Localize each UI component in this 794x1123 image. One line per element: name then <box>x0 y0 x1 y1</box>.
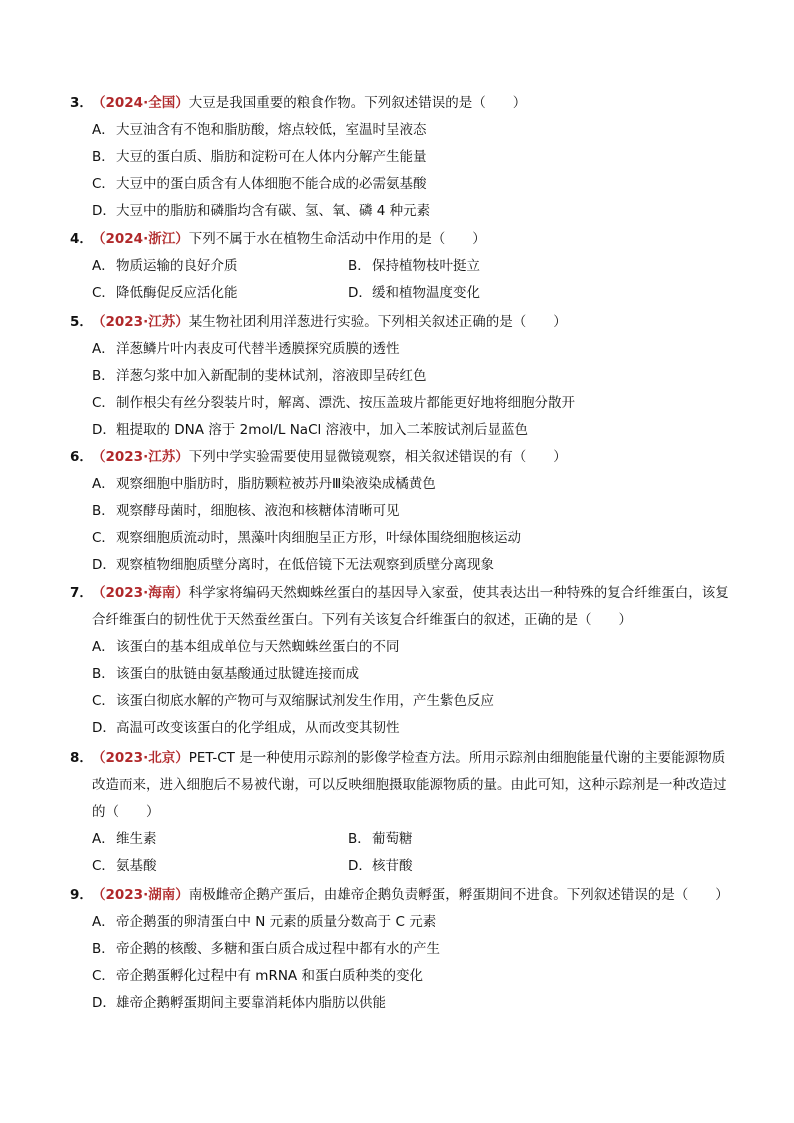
option-text: 大豆油含有不饱和脂肪酸，熔点较低，室温时呈液态 <box>116 122 427 138</box>
question-text: 下列中学实验需要使用显微镜观察，相关叙述错误的有（ ） <box>188 449 567 465</box>
question-number: 5． <box>70 314 93 330</box>
options-list <box>92 634 732 742</box>
option-a <box>92 253 348 280</box>
option-text: 维生素 <box>116 831 157 847</box>
option-letter: A． <box>92 831 115 847</box>
option-b <box>92 144 732 171</box>
option-text: 帝企鹅蛋孵化过程中有 mRNA 和蛋白质种类的变化 <box>116 968 423 984</box>
option-text: 该蛋白的肽链由氨基酸通过肽键连接而成 <box>116 666 359 682</box>
option-letter: A． <box>92 258 115 274</box>
option-text: 高温可改变该蛋白的化学组成，从而改变其韧性 <box>116 720 400 736</box>
option-letter: C． <box>92 968 115 984</box>
option-a <box>92 634 732 661</box>
option-d <box>92 990 732 1017</box>
option-letter: A． <box>92 341 115 357</box>
option-d <box>348 853 604 880</box>
option-b <box>348 253 604 280</box>
option-text: 降低酶促反应活化能 <box>116 285 238 301</box>
source-tag: （2023·北京） <box>92 750 189 766</box>
option-text: 该蛋白的基本组成单位与天然蜘蛛丝蛋白的不同 <box>116 639 400 655</box>
option-letter: B． <box>92 503 115 519</box>
question-number: 6． <box>70 449 93 465</box>
question-number: 9． <box>70 887 93 903</box>
options-list <box>92 336 732 444</box>
option-b <box>92 661 732 688</box>
option-a <box>92 471 732 498</box>
option-letter: D． <box>348 858 372 874</box>
option-text: 观察细胞中脂肪时，脂肪颗粒被苏丹Ⅲ染液染成橘黄色 <box>116 476 436 492</box>
option-text: 大豆中的脂肪和磷脂均含有碳、氢、氧、磷 4 种元素 <box>116 203 431 219</box>
options-list <box>92 471 732 579</box>
option-letter: D． <box>92 203 116 219</box>
option-b <box>348 826 604 853</box>
question-5 <box>0 309 794 444</box>
option-a <box>92 909 732 936</box>
question-number: 4． <box>70 231 93 247</box>
option-c <box>92 688 732 715</box>
question-stem <box>70 90 730 117</box>
option-letter: A． <box>92 639 115 655</box>
option-c <box>92 963 732 990</box>
option-b <box>92 363 732 390</box>
option-letter: B． <box>92 149 115 165</box>
question-stem <box>70 745 730 826</box>
option-text: 物质运输的良好介质 <box>116 258 238 274</box>
question-8 <box>0 745 794 880</box>
option-text: 观察植物细胞质壁分离时，在低倍镜下无法观察到质壁分离现象 <box>116 557 494 573</box>
option-text: 洋葱匀浆中加入新配制的斐林试剂，溶液即呈砖红色 <box>116 368 427 384</box>
option-letter: C． <box>92 395 115 411</box>
options-list <box>92 909 732 1017</box>
option-letter: D． <box>92 557 116 573</box>
question-text: PET-CT 是一种使用示踪剂的影像学检查方法。所用示踪剂由细胞能量代谢的主要能源物质改造而来，进入细胞后不易被代谢，可以反映细胞摄取能源物质的量。由此可知，这种示踪剂是一种改造过的（ ） <box>92 750 727 820</box>
question-7 <box>0 580 794 742</box>
option-letter: C． <box>92 858 115 874</box>
option-text: 观察酵母菌时，细胞核、液泡和核糖体清晰可见 <box>116 503 400 519</box>
option-letter: B． <box>348 258 371 274</box>
source-tag: （2023·江苏） <box>92 314 189 330</box>
option-d <box>92 198 732 225</box>
option-letter: D． <box>92 995 116 1011</box>
option-c <box>92 171 732 198</box>
option-letter: A． <box>92 122 115 138</box>
question-text: 大豆是我国重要的粮食作物。下列叙述错误的是（ ） <box>188 95 527 111</box>
option-letter: A． <box>92 476 115 492</box>
source-tag: （2023·海南） <box>92 585 189 601</box>
question-stem <box>70 309 730 336</box>
option-letter: C． <box>92 176 115 192</box>
option-letter: C． <box>92 285 115 301</box>
option-a <box>92 117 732 144</box>
option-text: 保持植物枝叶挺立 <box>372 258 480 274</box>
option-letter: B． <box>348 831 371 847</box>
option-text: 核苷酸 <box>372 858 413 874</box>
option-text: 该蛋白彻底水解的产物可与双缩脲试剂发生作用，产生紫色反应 <box>116 693 494 709</box>
source-tag: （2024·浙江） <box>92 231 189 247</box>
option-d <box>348 280 604 307</box>
question-stem <box>70 882 730 909</box>
question-stem <box>70 580 730 634</box>
source-tag: （2023·湖南） <box>92 887 189 903</box>
option-c <box>92 390 732 417</box>
option-c <box>92 280 348 307</box>
option-letter: D． <box>92 720 116 736</box>
question-4 <box>0 226 794 307</box>
option-c <box>92 525 732 552</box>
question-stem <box>70 444 730 471</box>
option-letter: A． <box>92 914 115 930</box>
source-tag: （2023·江苏） <box>92 449 189 465</box>
question-text: 某生物社团利用洋葱进行实验。下列相关叙述正确的是（ ） <box>188 314 567 330</box>
option-c <box>92 853 348 880</box>
question-number: 7． <box>70 585 93 601</box>
option-letter: B． <box>92 941 115 957</box>
option-d <box>92 417 732 444</box>
option-text: 大豆的蛋白质、脂肪和淀粉可在人体内分解产生能量 <box>116 149 427 165</box>
option-text: 帝企鹅蛋的卵清蛋白中 N 元素的质量分数高于 C 元素 <box>116 914 437 930</box>
option-text: 制作根尖有丝分裂装片时，解离、漂洗、按压盖玻片都能更好地将细胞分散开 <box>116 395 575 411</box>
option-text: 洋葱鳞片叶内表皮可代替半透膜探究质膜的透性 <box>116 341 400 357</box>
question-number: 8． <box>70 750 93 766</box>
option-text: 帝企鹅的核酸、多糖和蛋白质合成过程中都有水的产生 <box>116 941 440 957</box>
options-list <box>92 826 732 880</box>
source-tag: （2024·全国） <box>92 95 189 111</box>
option-text: 氨基酸 <box>116 858 157 874</box>
question-3 <box>0 90 794 225</box>
option-letter: C． <box>92 530 115 546</box>
option-letter: D． <box>348 285 372 301</box>
question-text: 南极雌帝企鹅产蛋后，由雄帝企鹅负责孵蛋，孵蛋期间不进食。下列叙述错误的是（ ） <box>188 887 729 903</box>
question-6 <box>0 444 794 579</box>
option-d <box>92 552 732 579</box>
question-9 <box>0 882 794 1017</box>
option-a <box>92 826 348 853</box>
option-text: 大豆中的蛋白质含有人体细胞不能合成的必需氨基酸 <box>116 176 427 192</box>
option-b <box>92 498 732 525</box>
question-text: 科学家将编码天然蜘蛛丝蛋白的基因导入家蚕，使其表达出一种特殊的复合纤维蛋白，该复合纤维蛋白的韧性优于天然蚕丝蛋白。下列有关该复合纤维蛋白的叙述，正确的是（ ） <box>92 585 729 628</box>
option-text: 观察细胞质流动时，黑藻叶肉细胞呈正方形，叶绿体围绕细胞核运动 <box>116 530 521 546</box>
option-text: 粗提取的 DNA 溶于 2mol/L NaCl 溶液中，加入二苯胺试剂后显蓝色 <box>116 422 529 438</box>
option-letter: D． <box>92 422 116 438</box>
option-text: 缓和植物温度变化 <box>372 285 480 301</box>
option-letter: B． <box>92 666 115 682</box>
option-d <box>92 715 732 742</box>
option-letter: B． <box>92 368 115 384</box>
option-text: 雄帝企鹅孵蛋期间主要靠消耗体内脂肪以供能 <box>116 995 386 1011</box>
option-letter: C． <box>92 693 115 709</box>
question-text: 下列不属于水在植物生命活动中作用的是（ ） <box>188 231 486 247</box>
option-b <box>92 936 732 963</box>
option-a <box>92 336 732 363</box>
option-text: 葡萄糖 <box>372 831 413 847</box>
options-list <box>92 117 732 225</box>
options-list <box>92 253 732 307</box>
question-number: 3． <box>70 95 93 111</box>
question-stem <box>70 226 730 253</box>
